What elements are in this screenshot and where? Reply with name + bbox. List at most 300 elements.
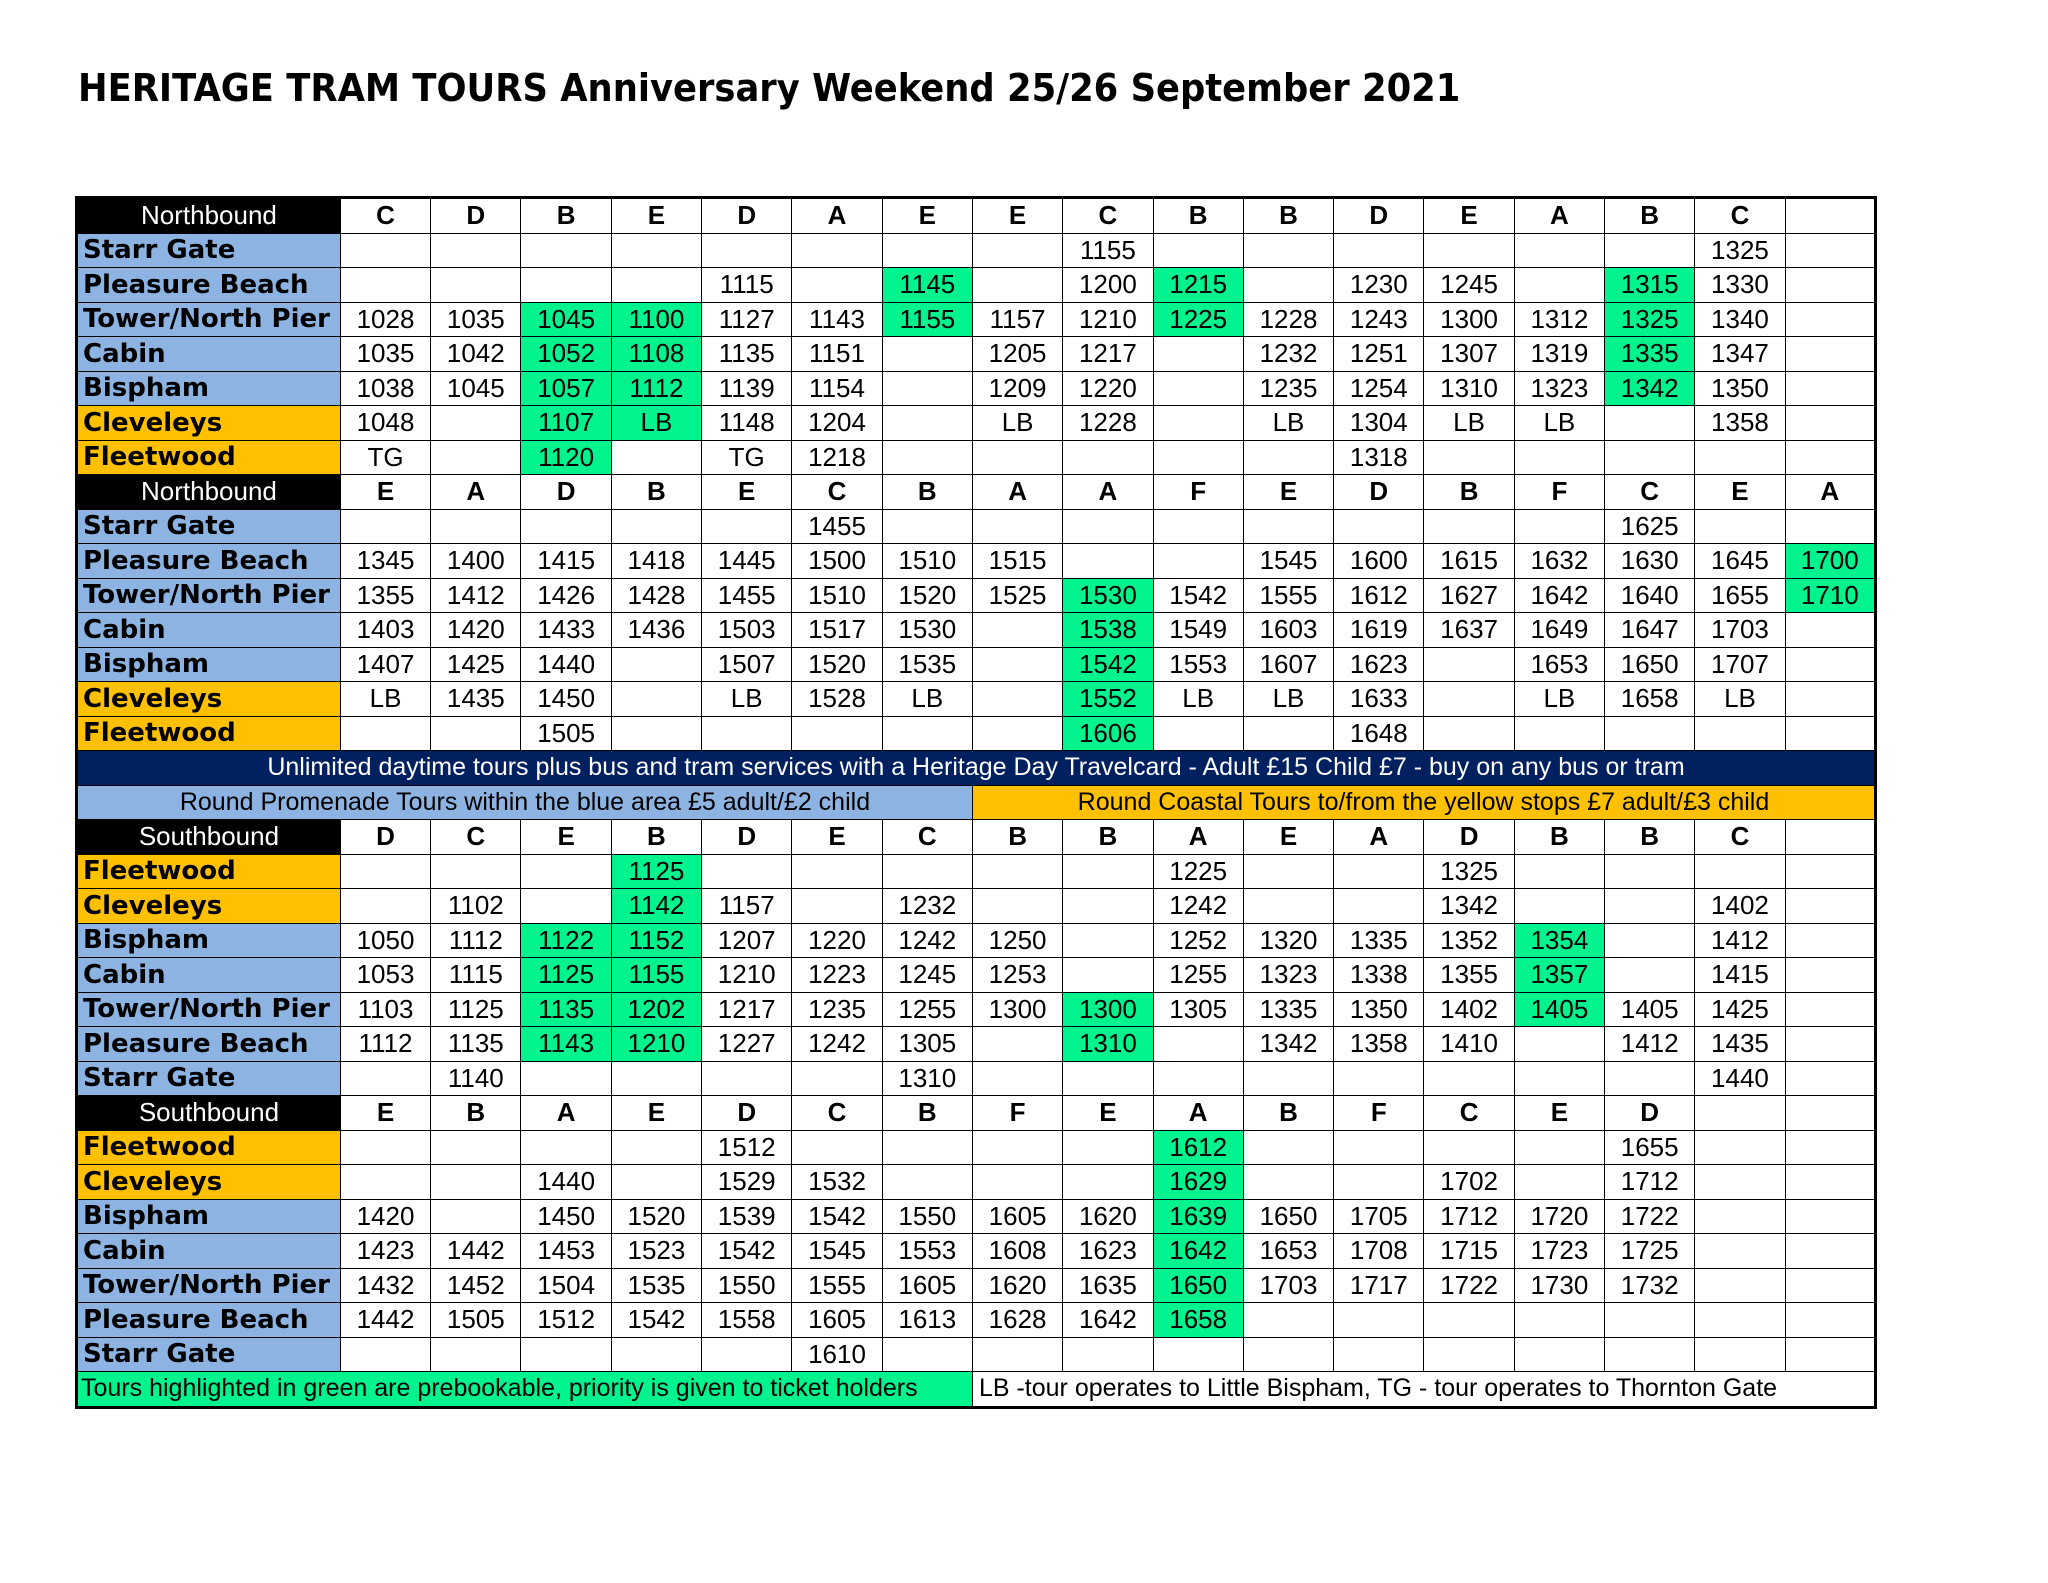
prebookable-time-cell: 1122 — [521, 923, 611, 958]
time-cell: 1642 — [1514, 578, 1604, 613]
time-cell: 1440 — [521, 1165, 611, 1200]
time-cell: 1600 — [1334, 544, 1424, 579]
prebookable-time-cell: 1155 — [611, 958, 701, 993]
time-cell: 1542 — [702, 1234, 792, 1269]
time-cell: 1637 — [1424, 613, 1514, 648]
time-cell: 1228 — [1243, 302, 1333, 337]
time-cell — [340, 1165, 430, 1200]
route-letter: F — [1334, 1096, 1424, 1131]
time-cell — [1785, 371, 1875, 406]
time-cell — [611, 1337, 701, 1372]
time-cell: 1135 — [431, 1027, 521, 1062]
time-cell: 1304 — [1334, 406, 1424, 441]
time-cell: LB — [1424, 406, 1514, 441]
time-cell — [431, 1199, 521, 1234]
time-cell: 1545 — [792, 1234, 882, 1269]
stop-name: Cabin — [77, 613, 341, 648]
route-letter: E — [972, 198, 1062, 234]
time-cell: 1453 — [521, 1234, 611, 1269]
time-cell — [972, 1061, 1062, 1096]
time-cell: 1507 — [702, 647, 792, 682]
time-cell — [340, 509, 430, 544]
time-cell — [1514, 1165, 1604, 1200]
time-cell: 1420 — [340, 1199, 430, 1234]
time-cell: 1418 — [611, 544, 701, 579]
time-cell: LB — [702, 682, 792, 717]
time-cell — [1695, 1130, 1785, 1165]
time-cell: 1535 — [611, 1268, 701, 1303]
prebookable-time-cell: 1315 — [1605, 268, 1695, 303]
fare-banner-row — [77, 785, 1876, 820]
time-cell — [611, 440, 701, 475]
time-cell: 1708 — [1334, 1234, 1424, 1269]
route-letter: C — [792, 475, 882, 510]
time-cell: 1653 — [1243, 1234, 1333, 1269]
prebookable-time-cell: 1108 — [611, 337, 701, 372]
table-row — [77, 371, 1876, 406]
time-cell: 1650 — [1605, 647, 1695, 682]
time-cell — [521, 233, 611, 268]
time-cell — [1153, 1337, 1243, 1372]
route-letter: B — [1153, 198, 1243, 234]
time-cell: 1207 — [702, 923, 792, 958]
time-cell — [521, 509, 611, 544]
route-letter: F — [1153, 475, 1243, 510]
time-cell: 1242 — [1153, 889, 1243, 924]
time-cell: 1310 — [1424, 371, 1514, 406]
time-cell: 1607 — [1243, 647, 1333, 682]
time-cell — [431, 1130, 521, 1165]
time-cell: 1423 — [340, 1234, 430, 1269]
time-cell — [1785, 509, 1875, 544]
time-cell: 1515 — [972, 544, 1062, 579]
time-cell: 1358 — [1334, 1027, 1424, 1062]
route-letter: E — [1695, 475, 1785, 510]
time-cell — [1063, 1130, 1153, 1165]
time-cell — [792, 716, 882, 751]
time-cell: 1620 — [1063, 1199, 1153, 1234]
route-letter: D — [702, 1096, 792, 1131]
time-cell: 1140 — [431, 1061, 521, 1096]
time-cell: 1722 — [1424, 1268, 1514, 1303]
route-letter: E — [1243, 820, 1333, 855]
table-row — [77, 647, 1876, 682]
stop-name: Cleveleys — [77, 1165, 341, 1200]
prebookable-time-cell: 1650 — [1153, 1268, 1243, 1303]
time-cell: 1732 — [1605, 1268, 1695, 1303]
time-cell: 1243 — [1334, 302, 1424, 337]
time-cell — [1063, 854, 1153, 889]
time-cell: 1504 — [521, 1268, 611, 1303]
time-cell: 1235 — [792, 992, 882, 1027]
table-row — [77, 406, 1876, 441]
time-cell: 1550 — [882, 1199, 972, 1234]
time-cell: 1255 — [1153, 958, 1243, 993]
route-letter: C — [792, 1096, 882, 1131]
time-cell: 1028 — [340, 302, 430, 337]
time-cell: 1350 — [1334, 992, 1424, 1027]
direction-header: Southbound — [77, 820, 341, 855]
time-cell: 1135 — [702, 337, 792, 372]
time-cell — [1785, 1234, 1875, 1269]
time-cell: 1232 — [882, 889, 972, 924]
time-cell: 1520 — [792, 647, 882, 682]
time-cell: 1545 — [1243, 544, 1333, 579]
time-cell — [1785, 992, 1875, 1027]
time-cell: 1655 — [1605, 1130, 1695, 1165]
promenade-fare-banner: Round Promenade Tours within the blue area £5 adult/£2 child — [77, 785, 973, 820]
time-cell — [792, 889, 882, 924]
time-cell — [882, 854, 972, 889]
time-cell: 1558 — [702, 1303, 792, 1338]
time-cell — [882, 371, 972, 406]
time-cell — [1785, 1165, 1875, 1200]
time-cell: 1712 — [1605, 1165, 1695, 1200]
time-cell: LB — [1514, 682, 1604, 717]
time-cell: 1228 — [1063, 406, 1153, 441]
time-cell — [1605, 854, 1695, 889]
stop-name: Tower/North Pier — [77, 578, 341, 613]
time-cell — [1785, 406, 1875, 441]
stop-name: Bispham — [77, 647, 341, 682]
time-cell: 1402 — [1695, 889, 1785, 924]
time-cell — [431, 233, 521, 268]
time-cell — [702, 1061, 792, 1096]
table-row — [77, 268, 1876, 303]
time-cell: 1722 — [1605, 1199, 1695, 1234]
time-cell — [1334, 1130, 1424, 1165]
stop-name: Pleasure Beach — [77, 544, 341, 579]
time-cell — [1334, 1165, 1424, 1200]
time-cell: 1400 — [431, 544, 521, 579]
time-cell — [1695, 716, 1785, 751]
time-cell — [882, 509, 972, 544]
time-cell: 1645 — [1695, 544, 1785, 579]
time-cell — [1153, 440, 1243, 475]
route-letter: E — [702, 475, 792, 510]
stop-name: Starr Gate — [77, 233, 341, 268]
prebookable-time-cell: 1354 — [1514, 923, 1604, 958]
time-cell: 1230 — [1334, 268, 1424, 303]
route-letter: C — [1063, 198, 1153, 234]
prebookable-time-cell: 1335 — [1605, 337, 1695, 372]
time-cell: 1653 — [1514, 647, 1604, 682]
time-cell: 1452 — [431, 1268, 521, 1303]
time-cell: 1433 — [521, 613, 611, 648]
route-letter: B — [1243, 1096, 1333, 1131]
prebookable-time-cell: 1135 — [521, 992, 611, 1027]
time-cell: 1355 — [340, 578, 430, 613]
route-letter: B — [1424, 475, 1514, 510]
time-cell — [611, 716, 701, 751]
stop-name: Tower/North Pier — [77, 302, 341, 337]
route-letter: A — [1785, 475, 1875, 510]
time-cell: 1157 — [702, 889, 792, 924]
time-cell — [1153, 1027, 1243, 1062]
time-cell: 1210 — [1063, 302, 1153, 337]
time-cell — [1695, 1199, 1785, 1234]
time-cell — [1334, 1303, 1424, 1338]
time-cell — [521, 268, 611, 303]
time-cell — [431, 716, 521, 751]
time-cell: 1245 — [1424, 268, 1514, 303]
time-cell: 1555 — [792, 1268, 882, 1303]
prebook-note: Tours highlighted in green are prebookable, priority is given to ticket holders — [77, 1372, 973, 1408]
time-cell — [611, 1165, 701, 1200]
time-cell: 1035 — [431, 302, 521, 337]
time-cell: 1402 — [1424, 992, 1514, 1027]
prebookable-time-cell: 1710 — [1785, 578, 1875, 613]
table-row — [77, 613, 1876, 648]
time-cell: 1307 — [1424, 337, 1514, 372]
time-cell — [340, 1061, 430, 1096]
time-cell — [882, 1337, 972, 1372]
time-cell: 1658 — [1605, 682, 1695, 717]
time-cell — [1243, 268, 1333, 303]
time-cell — [1063, 958, 1153, 993]
time-cell — [972, 1027, 1062, 1062]
time-cell — [882, 716, 972, 751]
time-cell: 1505 — [431, 1303, 521, 1338]
time-cell — [521, 889, 611, 924]
time-cell: 1350 — [1695, 371, 1785, 406]
time-cell: 1250 — [972, 923, 1062, 958]
table-row — [77, 854, 1876, 889]
time-cell — [972, 889, 1062, 924]
time-cell — [340, 889, 430, 924]
time-cell — [1514, 440, 1604, 475]
time-cell — [1334, 233, 1424, 268]
time-cell — [1424, 1337, 1514, 1372]
route-letter: C — [1695, 198, 1785, 234]
time-cell — [1063, 923, 1153, 958]
time-cell: 1210 — [702, 958, 792, 993]
time-cell: 1235 — [1243, 371, 1333, 406]
time-cell — [611, 1130, 701, 1165]
time-cell — [1514, 233, 1604, 268]
time-cell — [972, 1165, 1062, 1200]
route-letter: E — [1063, 1096, 1153, 1131]
prebookable-time-cell: 1125 — [521, 958, 611, 993]
time-cell — [1153, 371, 1243, 406]
time-cell — [1605, 440, 1695, 475]
time-cell: 1253 — [972, 958, 1062, 993]
time-cell: 1050 — [340, 923, 430, 958]
route-letter: A — [1514, 198, 1604, 234]
time-cell: LB — [1514, 406, 1604, 441]
time-cell — [1153, 337, 1243, 372]
time-cell — [1514, 509, 1604, 544]
time-cell: 1435 — [431, 682, 521, 717]
time-cell: 1255 — [882, 992, 972, 1027]
time-cell: 1318 — [1334, 440, 1424, 475]
time-cell: 1649 — [1514, 613, 1604, 648]
time-cell — [1605, 1337, 1695, 1372]
time-cell: 1503 — [702, 613, 792, 648]
time-cell — [1785, 1337, 1875, 1372]
time-cell: 1505 — [521, 716, 611, 751]
time-cell: 1355 — [1424, 958, 1514, 993]
time-cell — [1243, 1337, 1333, 1372]
time-cell: 1612 — [1334, 578, 1424, 613]
time-cell — [1785, 958, 1875, 993]
stop-name: Bispham — [77, 1199, 341, 1234]
time-cell: 1415 — [1695, 958, 1785, 993]
prebookable-time-cell: 1142 — [611, 889, 701, 924]
route-letter: A — [972, 475, 1062, 510]
prebookable-time-cell: 1612 — [1153, 1130, 1243, 1165]
time-cell: 1517 — [792, 613, 882, 648]
direction-header: Northbound — [77, 475, 341, 510]
time-cell: 1410 — [1424, 1027, 1514, 1062]
time-cell — [1334, 509, 1424, 544]
time-cell — [1243, 1165, 1333, 1200]
time-cell: 1319 — [1514, 337, 1604, 372]
time-cell — [702, 716, 792, 751]
time-cell: 1425 — [1695, 992, 1785, 1027]
time-cell: 1605 — [882, 1268, 972, 1303]
time-cell — [1785, 1061, 1875, 1096]
time-cell: 1655 — [1695, 578, 1785, 613]
time-cell — [340, 233, 430, 268]
time-cell: 1523 — [611, 1234, 701, 1269]
time-cell: 1151 — [792, 337, 882, 372]
time-cell: 1625 — [1605, 509, 1695, 544]
time-cell: 1232 — [1243, 337, 1333, 372]
time-cell — [1514, 1337, 1604, 1372]
stop-name: Fleetwood — [77, 440, 341, 475]
time-cell — [882, 406, 972, 441]
time-cell — [1695, 1165, 1785, 1200]
time-cell: 1642 — [1063, 1303, 1153, 1338]
time-cell: 1428 — [611, 578, 701, 613]
time-cell: 1715 — [1424, 1234, 1514, 1269]
table-row — [77, 1303, 1876, 1338]
route-letter — [1785, 820, 1875, 855]
time-cell: 1440 — [1695, 1061, 1785, 1096]
time-cell — [972, 509, 1062, 544]
time-cell — [702, 509, 792, 544]
time-cell: 1342 — [1424, 889, 1514, 924]
time-cell — [340, 1337, 430, 1372]
time-cell — [611, 647, 701, 682]
time-cell — [1424, 682, 1514, 717]
time-cell: 1325 — [1695, 233, 1785, 268]
time-cell: 1352 — [1424, 923, 1514, 958]
time-cell: 1148 — [702, 406, 792, 441]
time-cell — [1514, 1303, 1604, 1338]
time-cell — [431, 854, 521, 889]
time-cell: 1412 — [431, 578, 521, 613]
prebookable-time-cell: 1045 — [521, 302, 611, 337]
stop-name: Starr Gate — [77, 1061, 341, 1096]
time-cell: 1217 — [702, 992, 792, 1027]
prebookable-time-cell: 1606 — [1063, 716, 1153, 751]
time-cell: 1426 — [521, 578, 611, 613]
time-cell: 1143 — [792, 302, 882, 337]
time-cell: 1112 — [340, 1027, 430, 1062]
time-cell: 1520 — [611, 1199, 701, 1234]
timetable — [75, 196, 1877, 1409]
time-cell — [1785, 1027, 1875, 1062]
time-cell — [1243, 716, 1333, 751]
time-cell — [340, 716, 430, 751]
time-cell — [1243, 440, 1333, 475]
time-cell — [882, 233, 972, 268]
time-cell: 1312 — [1514, 302, 1604, 337]
time-cell — [1514, 716, 1604, 751]
stop-name: Bispham — [77, 923, 341, 958]
time-cell — [882, 1165, 972, 1200]
time-cell: 1628 — [972, 1303, 1062, 1338]
stop-name: Cleveleys — [77, 889, 341, 924]
route-letter: B — [972, 820, 1062, 855]
route-letter: C — [1695, 820, 1785, 855]
time-cell — [1063, 544, 1153, 579]
time-cell — [1695, 1268, 1785, 1303]
route-letter: E — [521, 820, 611, 855]
time-cell — [1153, 1061, 1243, 1096]
prebookable-time-cell: 1210 — [611, 1027, 701, 1062]
route-letter: E — [340, 1096, 430, 1131]
stop-name: Pleasure Beach — [77, 1303, 341, 1338]
time-cell: 1045 — [431, 371, 521, 406]
time-cell: 1520 — [882, 578, 972, 613]
time-cell: 1717 — [1334, 1268, 1424, 1303]
time-cell: 1512 — [521, 1303, 611, 1338]
time-cell: 1528 — [792, 682, 882, 717]
stop-name: Cleveleys — [77, 682, 341, 717]
time-cell — [340, 268, 430, 303]
time-cell — [1695, 509, 1785, 544]
time-cell — [1424, 233, 1514, 268]
time-cell: 1038 — [340, 371, 430, 406]
prebookable-time-cell: 1112 — [611, 371, 701, 406]
stop-name: Cleveleys — [77, 406, 341, 441]
time-cell: LB — [1243, 682, 1333, 717]
time-cell: 1242 — [882, 923, 972, 958]
time-cell: 1405 — [1605, 992, 1695, 1027]
time-cell — [1514, 1027, 1604, 1062]
time-cell: 1425 — [431, 647, 521, 682]
time-cell — [1785, 923, 1875, 958]
stop-name: Tower/North Pier — [77, 992, 341, 1027]
time-cell — [1424, 716, 1514, 751]
time-cell — [1695, 854, 1785, 889]
time-cell: 1403 — [340, 613, 430, 648]
time-cell: LB — [1243, 406, 1333, 441]
time-cell: 1435 — [1695, 1027, 1785, 1062]
footer-row — [77, 1372, 1876, 1408]
time-cell — [1605, 889, 1695, 924]
time-cell — [1785, 889, 1875, 924]
table-row — [77, 1061, 1876, 1096]
time-cell — [1063, 1061, 1153, 1096]
time-cell — [1785, 302, 1875, 337]
time-cell — [882, 440, 972, 475]
time-cell — [1785, 233, 1875, 268]
time-cell: 1200 — [1063, 268, 1153, 303]
time-cell: 1442 — [431, 1234, 521, 1269]
time-cell — [1605, 1061, 1695, 1096]
time-cell: 1042 — [431, 337, 521, 372]
time-cell — [611, 268, 701, 303]
time-cell — [611, 682, 701, 717]
time-cell — [702, 854, 792, 889]
time-cell — [1153, 544, 1243, 579]
route-letter: D — [521, 475, 611, 510]
time-cell — [1334, 854, 1424, 889]
